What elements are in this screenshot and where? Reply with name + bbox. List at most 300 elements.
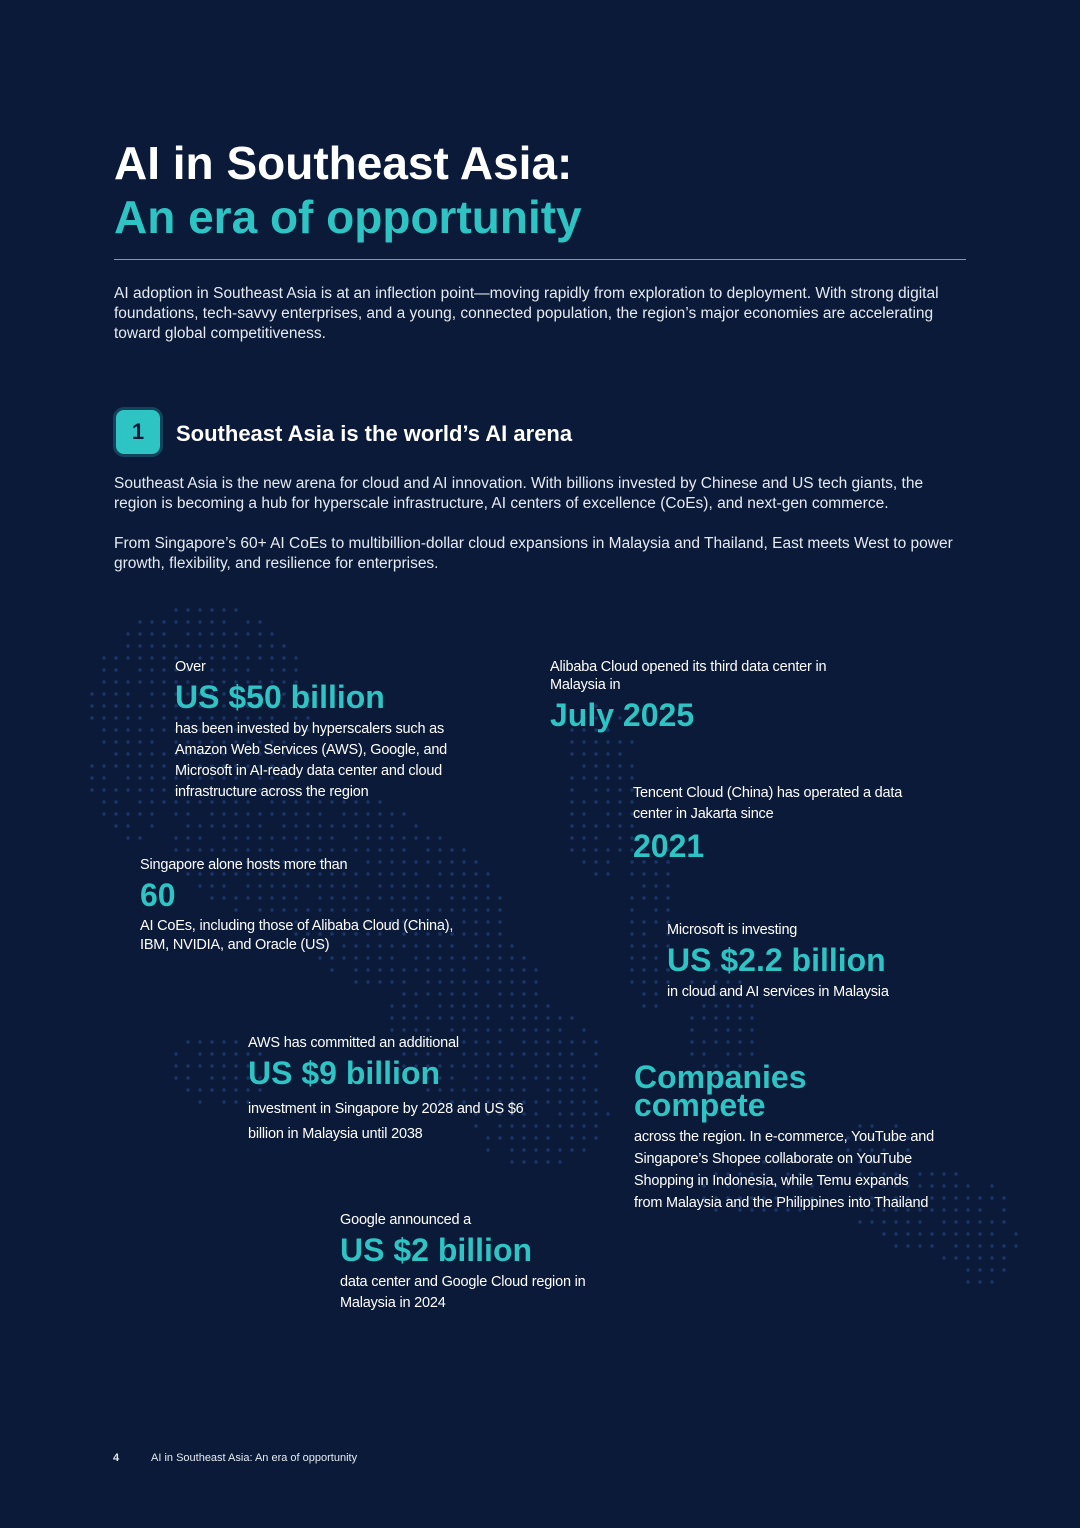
- map-dot: [222, 644, 226, 648]
- map-dot: [378, 956, 382, 960]
- map-dot: [582, 1148, 586, 1152]
- map-dot: [918, 1244, 922, 1248]
- map-dot: [498, 944, 502, 948]
- map-dot: [906, 1244, 910, 1248]
- map-dot: [978, 1208, 982, 1212]
- map-dot: [594, 740, 598, 744]
- map-dot: [402, 836, 406, 840]
- map-dot: [582, 1136, 586, 1140]
- map-dot: [486, 956, 490, 960]
- map-dot: [498, 1004, 502, 1008]
- stat-value-line-1: Companies: [634, 1059, 807, 1095]
- page-subtitle: An era of opportunity: [114, 191, 582, 243]
- map-dot: [246, 620, 250, 624]
- map-dot: [222, 812, 226, 816]
- map-dot: [234, 632, 238, 636]
- map-dot: [558, 1088, 562, 1092]
- map-dot: [594, 800, 598, 804]
- map-dot: [210, 1064, 214, 1068]
- map-dot: [582, 848, 586, 852]
- map-dot: [126, 692, 130, 696]
- map-dot: [462, 992, 466, 996]
- map-dot: [546, 1028, 550, 1032]
- map-dot: [1014, 1244, 1018, 1248]
- map-dot: [222, 1100, 226, 1104]
- map-dot: [138, 776, 142, 780]
- map-dot: [642, 884, 646, 888]
- map-dot: [210, 620, 214, 624]
- map-dot: [210, 812, 214, 816]
- map-dot: [462, 932, 466, 936]
- map-dot: [654, 956, 658, 960]
- map-dot: [594, 1040, 598, 1044]
- map-dot: [522, 1004, 526, 1008]
- stat-lead: Alibaba Cloud opened its third data center in Malaysia in: [550, 659, 827, 693]
- map-dot: [186, 644, 190, 648]
- map-dot: [990, 1268, 994, 1272]
- map-dot: [954, 1244, 958, 1248]
- map-dot: [426, 848, 430, 852]
- map-dot: [162, 752, 166, 756]
- map-dot: [426, 1028, 430, 1032]
- map-dot: [186, 812, 190, 816]
- map-dot: [438, 980, 442, 984]
- map-dot: [486, 968, 490, 972]
- map-dot: [390, 848, 394, 852]
- map-dot: [150, 668, 154, 672]
- map-dot: [522, 1028, 526, 1032]
- map-dot: [954, 1172, 958, 1176]
- map-dot: [486, 932, 490, 936]
- map-dot: [570, 800, 574, 804]
- map-dot: [558, 1016, 562, 1020]
- section-title: Southeast Asia is the world’s AI arena: [176, 421, 573, 446]
- map-dot: [126, 752, 130, 756]
- map-dot: [186, 836, 190, 840]
- map-dot: [450, 968, 454, 972]
- map-dot: [150, 644, 154, 648]
- map-dot: [978, 1244, 982, 1248]
- map-dot: [1002, 1196, 1006, 1200]
- map-dot: [138, 788, 142, 792]
- map-dot: [558, 1076, 562, 1080]
- map-dot: [486, 1016, 490, 1020]
- map-dot: [702, 1052, 706, 1056]
- map-dot: [618, 776, 622, 780]
- map-dot: [966, 1220, 970, 1224]
- map-dot: [426, 836, 430, 840]
- map-dot: [102, 788, 106, 792]
- map-dot: [594, 1064, 598, 1068]
- stat-description: investment in Singapore by 2028 and US $6 billion in Malaysia until 2038: [248, 1101, 524, 1143]
- map-dot: [498, 920, 502, 924]
- map-dot: [618, 740, 622, 744]
- map-dot: [594, 860, 598, 864]
- map-dot: [114, 812, 118, 816]
- map-dot: [138, 800, 142, 804]
- map-dot: [630, 872, 634, 876]
- map-dot: [618, 800, 622, 804]
- map-dot: [582, 1064, 586, 1068]
- map-dot: [402, 1016, 406, 1020]
- map-dot: [966, 1232, 970, 1236]
- map-dot: [138, 764, 142, 768]
- map-dot: [474, 908, 478, 912]
- map-dot: [246, 848, 250, 852]
- map-dot: [594, 752, 598, 756]
- map-dot: [594, 1100, 598, 1104]
- map-dot: [474, 872, 478, 876]
- map-dot: [690, 1040, 694, 1044]
- stat-value: US $2 billion: [340, 1232, 533, 1268]
- map-dot: [642, 920, 646, 924]
- map-dot: [582, 1112, 586, 1116]
- map-dot: [954, 1196, 958, 1200]
- stat-lead: Over: [175, 659, 206, 675]
- map-dot: [138, 704, 142, 708]
- stat-value: US $50 billion: [175, 679, 385, 715]
- map-dot: [114, 680, 118, 684]
- stat-value-line-2: compete: [634, 1087, 766, 1123]
- map-dot: [198, 824, 202, 828]
- map-dot: [894, 1232, 898, 1236]
- map-dot: [666, 884, 670, 888]
- map-dot: [702, 1016, 706, 1020]
- map-dot: [630, 908, 634, 912]
- map-dot: [162, 764, 166, 768]
- map-dot: [426, 1016, 430, 1020]
- map-dot: [210, 1052, 214, 1056]
- map-dot: [582, 1124, 586, 1128]
- map-dot: [558, 1064, 562, 1068]
- map-dot: [186, 1064, 190, 1068]
- map-dot: [294, 812, 298, 816]
- map-dot: [498, 956, 502, 960]
- map-dot: [522, 968, 526, 972]
- map-dot: [978, 1220, 982, 1224]
- map-dot: [570, 776, 574, 780]
- map-dot: [570, 1124, 574, 1128]
- map-dot: [894, 1220, 898, 1224]
- map-dot: [198, 1052, 202, 1056]
- stat-hyperscalers: [175, 658, 475, 803]
- map-dot: [582, 740, 586, 744]
- map-dot: [258, 632, 262, 636]
- map-dot: [942, 1256, 946, 1260]
- map-dot: [642, 968, 646, 972]
- map-dot: [102, 680, 106, 684]
- map-dot: [318, 848, 322, 852]
- map-dot: [942, 1184, 946, 1188]
- map-dot: [738, 1016, 742, 1020]
- map-dot: [702, 1040, 706, 1044]
- map-dot: [558, 1100, 562, 1104]
- map-dot: [186, 848, 190, 852]
- map-dot: [606, 848, 610, 852]
- map-dot: [498, 932, 502, 936]
- map-dot: [990, 1256, 994, 1260]
- map-dot: [150, 728, 154, 732]
- map-dot: [318, 836, 322, 840]
- map-dot: [606, 860, 610, 864]
- map-dot: [414, 968, 418, 972]
- map-dot: [126, 836, 130, 840]
- map-dot: [558, 1052, 562, 1056]
- map-dot: [642, 944, 646, 948]
- map-dot: [570, 1016, 574, 1020]
- map-dot: [342, 848, 346, 852]
- map-dot: [630, 740, 634, 744]
- map-dot: [234, 848, 238, 852]
- section-paragraph-2: From Singapore’s 60+ AI CoEs to multibillion-dollar cloud expansions in Malaysia and Thailand, East meets West to power growth, flexibility, and resilience for enterprises.: [114, 535, 953, 572]
- map-dot: [126, 680, 130, 684]
- map-dot: [642, 932, 646, 936]
- map-dot: [150, 620, 154, 624]
- stat-description: across the region. In e-commerce, YouTube and Singapore’s Shopee collaborate on YouTube Shopping in Indonesia, while Temu expands from Malaysia and the Philippines into Thailand: [634, 1129, 934, 1211]
- map-dot: [150, 632, 154, 636]
- map-dot: [114, 668, 118, 672]
- map-dot: [282, 824, 286, 828]
- map-dot: [414, 956, 418, 960]
- map-dot: [138, 812, 142, 816]
- map-dot: [630, 956, 634, 960]
- map-dot: [186, 1088, 190, 1092]
- map-dot: [138, 620, 142, 624]
- map-dot: [438, 1016, 442, 1020]
- map-dot: [450, 956, 454, 960]
- map-dot: [198, 1088, 202, 1092]
- map-dot: [114, 716, 118, 720]
- map-dot: [942, 1208, 946, 1212]
- map-dot: [138, 680, 142, 684]
- page-title: AI in Southeast Asia:: [114, 137, 573, 189]
- stat-companies: [634, 1059, 934, 1214]
- map-dot: [330, 824, 334, 828]
- map-dot: [438, 968, 442, 972]
- map-dot: [222, 608, 226, 612]
- map-dot: [150, 776, 154, 780]
- map-dot: [222, 632, 226, 636]
- map-dot: [354, 848, 358, 852]
- map-dot: [198, 848, 202, 852]
- map-dot: [474, 1016, 478, 1020]
- map-dot: [510, 968, 514, 972]
- map-dot: [402, 1028, 406, 1032]
- map-dot: [186, 620, 190, 624]
- map-dot: [486, 1004, 490, 1008]
- map-dot: [558, 1040, 562, 1044]
- map-dot: [582, 836, 586, 840]
- stat-value: US $9 billion: [248, 1055, 441, 1091]
- map-dot: [630, 944, 634, 948]
- map-dot: [126, 716, 130, 720]
- map-dot: [258, 836, 262, 840]
- map-dot: [390, 956, 394, 960]
- map-dot: [186, 1040, 190, 1044]
- map-dot: [162, 704, 166, 708]
- map-dot: [570, 1040, 574, 1044]
- map-dot: [342, 812, 346, 816]
- map-dot: [138, 728, 142, 732]
- map-dot: [126, 656, 130, 660]
- map-dot: [570, 1064, 574, 1068]
- map-dot: [618, 812, 622, 816]
- map-dot: [354, 812, 358, 816]
- map-dot: [162, 668, 166, 672]
- stat-aws: [248, 1034, 548, 1147]
- map-dot: [954, 1220, 958, 1224]
- map-dot: [462, 884, 466, 888]
- map-dot: [654, 968, 658, 972]
- map-dot: [150, 764, 154, 768]
- map-dot: [306, 824, 310, 828]
- page-number: 4: [113, 1452, 120, 1464]
- map-dot: [222, 1064, 226, 1068]
- map-dot: [462, 968, 466, 972]
- map-dot: [486, 872, 490, 876]
- map-dot: [954, 1208, 958, 1212]
- map-dot: [366, 956, 370, 960]
- map-dot: [582, 860, 586, 864]
- map-dot: [486, 944, 490, 948]
- map-dot: [246, 836, 250, 840]
- map-dot: [234, 812, 238, 816]
- map-dot: [606, 752, 610, 756]
- map-dot: [726, 1052, 730, 1056]
- map-dot: [954, 1232, 958, 1236]
- map-dot: [330, 836, 334, 840]
- map-dot: [402, 848, 406, 852]
- map-dot: [954, 1184, 958, 1188]
- map-dot: [438, 848, 442, 852]
- map-dot: [630, 764, 634, 768]
- map-dot: [450, 1004, 454, 1008]
- map-dot: [294, 836, 298, 840]
- stat-value: US $2.2 billion: [667, 942, 886, 978]
- map-dot: [282, 836, 286, 840]
- map-dot: [102, 764, 106, 768]
- map-dot: [150, 656, 154, 660]
- map-dot: [174, 644, 178, 648]
- map-dot: [138, 632, 142, 636]
- map-dot: [150, 800, 154, 804]
- map-dot: [150, 812, 154, 816]
- map-dot: [618, 836, 622, 840]
- map-dot: [90, 716, 94, 720]
- map-dot: [654, 920, 658, 924]
- map-dot: [582, 764, 586, 768]
- map-dot: [474, 920, 478, 924]
- stat-description: AI CoEs, including those of Alibaba Cloud (China), IBM, NVIDIA, and Oracle (US): [140, 918, 454, 954]
- map-dot: [102, 728, 106, 732]
- map-dot: [486, 980, 490, 984]
- map-dot: [474, 992, 478, 996]
- map-dot: [210, 1088, 214, 1092]
- map-dot: [318, 812, 322, 816]
- map-dot: [378, 836, 382, 840]
- map-dot: [198, 1040, 202, 1044]
- stat-alibaba: [550, 658, 850, 737]
- map-dot: [606, 800, 610, 804]
- map-dot: [510, 980, 514, 984]
- map-dot: [222, 1076, 226, 1080]
- map-dot: [978, 1196, 982, 1200]
- map-dot: [954, 1256, 958, 1260]
- map-dot: [462, 896, 466, 900]
- map-dot: [282, 812, 286, 816]
- map-dot: [438, 1004, 442, 1008]
- map-dot: [990, 1220, 994, 1224]
- map-dot: [630, 920, 634, 924]
- map-dot: [162, 680, 166, 684]
- map-dot: [966, 1208, 970, 1212]
- map-dot: [270, 632, 274, 636]
- map-dot: [150, 824, 154, 828]
- map-dot: [162, 620, 166, 624]
- map-dot: [126, 812, 130, 816]
- map-dot: [738, 1040, 742, 1044]
- map-dot: [642, 872, 646, 876]
- map-dot: [390, 836, 394, 840]
- map-dot: [534, 968, 538, 972]
- map-dot: [114, 800, 118, 804]
- map-dot: [174, 1064, 178, 1068]
- map-dot: [882, 1220, 886, 1224]
- map-dot: [966, 1280, 970, 1284]
- map-dot: [858, 1220, 862, 1224]
- map-dot: [510, 992, 514, 996]
- stat-value: 60: [140, 877, 176, 913]
- map-dot: [462, 1028, 466, 1032]
- map-dot: [726, 1016, 730, 1020]
- map-dot: [654, 1004, 658, 1008]
- map-dot: [138, 740, 142, 744]
- map-dot: [366, 812, 370, 816]
- map-dot: [390, 968, 394, 972]
- map-dot: [102, 716, 106, 720]
- stat-description: in cloud and AI services in Malaysia: [667, 984, 889, 1001]
- map-dot: [474, 944, 478, 948]
- map-dot: [870, 1220, 874, 1224]
- map-dot: [234, 1064, 238, 1068]
- map-dot: [978, 1280, 982, 1284]
- map-dot: [174, 812, 178, 816]
- map-dot: [570, 848, 574, 852]
- map-dot: [1002, 1268, 1006, 1272]
- map-dot: [990, 1184, 994, 1188]
- map-dot: [162, 728, 166, 732]
- section-paragraph-1: Southeast Asia is the new arena for cloud and AI innovation. With billions invested by Chinese and US tech giants, the region is becoming a hub for hyperscale infrastructure, AI centers of excellence (CoEs), and next-gen commerce.: [114, 475, 924, 512]
- map-dot: [942, 1232, 946, 1236]
- title-divider: [114, 259, 966, 260]
- map-dot: [114, 764, 118, 768]
- map-dot: [498, 1028, 502, 1032]
- map-dot: [990, 1280, 994, 1284]
- map-dot: [162, 716, 166, 720]
- map-dot: [390, 980, 394, 984]
- map-dot: [450, 848, 454, 852]
- map-dot: [486, 896, 490, 900]
- map-dot: [366, 836, 370, 840]
- map-dot: [378, 968, 382, 972]
- map-dot: [618, 788, 622, 792]
- map-dot: [1002, 1256, 1006, 1260]
- map-dot: [546, 1004, 550, 1008]
- map-dot: [402, 1004, 406, 1008]
- map-dot: [750, 1040, 754, 1044]
- map-dot: [642, 956, 646, 960]
- map-dot: [510, 1148, 514, 1152]
